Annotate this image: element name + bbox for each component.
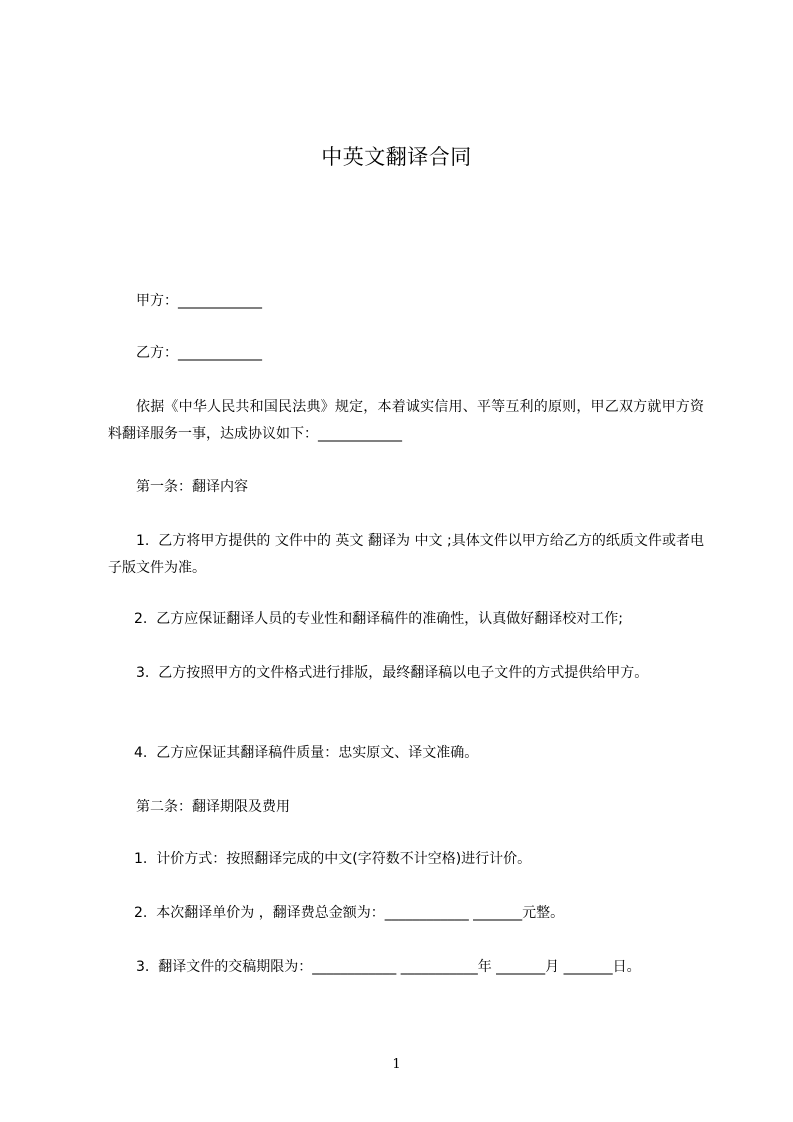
article1-item-3: 3. 乙方按照甲方的文件格式进行排版，最终翻译稿以电子文件的方式提供给甲方。 [136,665,649,681]
party-b-blank: ____________ [178,345,262,361]
party-a-label: 甲方： [136,293,178,309]
page-number: 1 [392,1057,401,1072]
article1-heading: 第一条：翻译内容 [136,479,248,495]
document-title: 中英文翻译合同 [321,145,472,169]
article2-heading: 第二条：翻译期限及费用 [136,799,290,815]
party-a-blank: ____________ [178,293,262,309]
party-b-label: 乙方： [136,345,178,361]
article2-item-2: 2. 本次翻译单价为 ，翻译费总金额为：____________ _______元整。 [134,905,565,921]
article1-item-4: 4. 乙方应保证其翻译稿件质量：忠实原文、译文准确。 [134,745,479,761]
party-b-line [136,340,696,367]
article2-item-3: 3. 翻译文件的交稿期限为：____________ ___________年 _______月 _______日。 [136,959,641,975]
party-a-line [136,288,696,315]
article2-item-1: 1. 计价方式：按照翻译完成的中文(字符数不计空格)进行计价。 [134,851,532,867]
article1-item-2: 2. 乙方应保证翻译人员的专业性和翻译稿件的准确性，认真做好翻译校对工作; [134,611,623,627]
intro-paragraph: 依据《中华人民共和国民法典》规定，本着诚实信用、平等互利的原则，甲乙双方就甲方资料翻译服务一事，达成协议如下：____________ [108,399,704,442]
article1-item-1: 1. 乙方将甲方提供的 文件中的 英文 翻译为 中文 ;具体文件以甲方给乙方的纸质文件或者电子版文件为准。 [108,533,704,576]
